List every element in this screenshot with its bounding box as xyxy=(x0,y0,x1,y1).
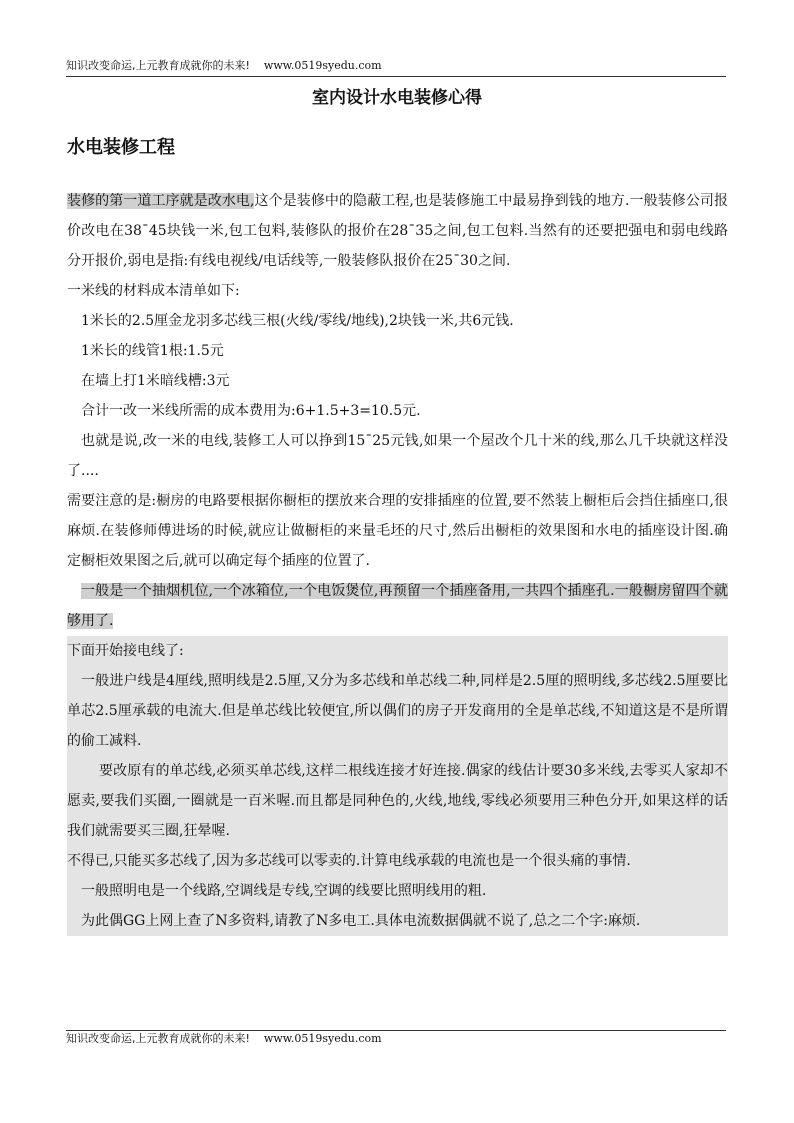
paragraph: 合计一改一米线所需的成本费用为:6+1.5+3=10.5元. xyxy=(81,403,421,419)
page-footer xyxy=(66,1030,726,1047)
paragraph: 不得已,只能买多芯线了,因为多芯线可以零卖的.计算电线承载的电流也是一个很头痛的事情. xyxy=(67,853,631,869)
header-url[interactable]: www.0519syedu.com xyxy=(263,59,382,72)
page-header xyxy=(66,58,726,77)
paragraph-intro-rest: 这个是装修中的隐蔽工程,也是装修施工中最易挣到钱的地方.一般装修公司报价改电在38¯45块钱一米,包工包料,装修队的报价在28¯35之间,包工包料.当然有的还要把强电和弱电线路分开报价,弱电是指:有线电视线/电话线等,一般装修队报价在25¯30之间. xyxy=(67,193,728,269)
paragraph-highlighted xyxy=(67,576,728,636)
footer-slogan: 知识改变命运,上元教育成就你的未来! xyxy=(66,1032,250,1045)
paragraph: 1米长的线管1根:1.5元 xyxy=(81,343,224,359)
footer-url[interactable]: www.0519syedu.com xyxy=(263,1032,382,1045)
paragraph: 一米线的材料成本清单如下: xyxy=(67,283,240,299)
paragraph: 也就是说,改一米的电线,装修工人可以挣到15¯25元钱,如果一个屋改个几十米的线,那么几千块就这样没了.... xyxy=(67,433,728,479)
paragraph: 一般照明电是一个线路,空调线是专线,空调的线要比照明线用的粗. xyxy=(81,883,487,899)
highlighted-text: 一般是一个抽烟机位,一个冰箱位,一个电饭煲位,再预留一个插座备用,一共四个插座孔.一般橱房留四个就够用了. xyxy=(67,583,728,629)
paragraph: 需要注意的是:橱房的电路要根据你橱柜的摆放来合理的安排插座的位置,要不然装上橱柜后会挡住插座口,很麻烦.在装修师傅进场的时候,就应让做橱柜的来量毛坯的尺寸,然后出橱柜的效果图和水电的插座设计图.确定橱柜效果图之后,就可以确定每个插座的位置了. xyxy=(67,493,728,569)
paragraph: 要改原有的单芯线,必须买单芯线,这样二根线连接才好连接.偶家的线估计要30多米线,去零买人家却不愿卖,要我们买圈,一圈就是一百米喔.而且都是同种色的,火线,地线,零线必须要用三种色分开,如果这样的话我们就需要买三圈,狂晕喔. xyxy=(67,763,728,839)
highlighted-text: 装修的第一道工序就是改水电, xyxy=(67,193,255,209)
shaded-section xyxy=(67,636,728,936)
paragraph: 下面开始接电线了: xyxy=(67,643,184,659)
section-heading: 水电装修工程 xyxy=(67,137,175,158)
paragraph: 在墙上打1米暗线槽:3元 xyxy=(81,373,230,389)
paragraph: 为此偶GG上网上查了N多资料,请教了N多电工.具体电流数据偶就不说了,总之二个字:麻烦. xyxy=(81,913,641,929)
paragraph: 1米长的2.5厘金龙羽多芯线三根(火线/零线/地线),2块钱一米,共6元钱. xyxy=(81,313,514,329)
paragraph-intro xyxy=(67,186,728,276)
header-slogan: 知识改变命运,上元教育成就你的未来! xyxy=(66,59,250,72)
paragraph: 一般进户线是4厘线,照明线是2.5厘,又分为多芯线和单芯线二种,同样是2.5厘的照明线,多芯线2.5厘要比单芯2.5厘承载的电流大.但是单芯线比较便宜,所以偶们的房子开发商用的全是单芯线,不知道这是不是所谓的偷工减料. xyxy=(67,673,728,749)
document-title: 室内设计水电装修心得 xyxy=(312,88,482,108)
document-body xyxy=(67,186,728,936)
